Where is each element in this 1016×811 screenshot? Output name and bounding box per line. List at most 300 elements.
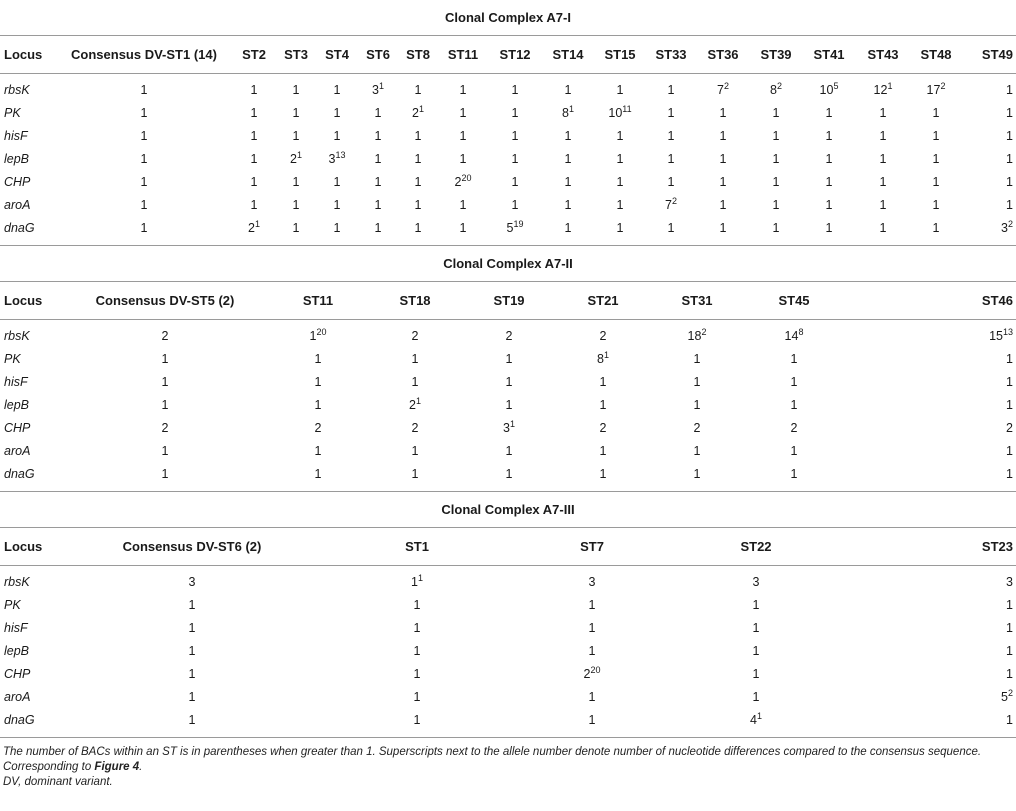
allele-cell [62,347,268,370]
st-header: ST6 [358,36,398,74]
allele-number: 1 [790,351,798,366]
locus-name: aroA [4,443,31,458]
allele-table [0,282,1016,492]
allele-cell [542,193,594,216]
allele-number: 1 [719,174,727,189]
allele-cell [646,101,696,124]
st-header: ST7 [512,528,672,566]
st-header: Consensus DV-ST1 (14) [56,36,232,74]
allele-number: 1 [140,82,148,97]
allele-number: 1 [879,151,887,166]
table-row [0,393,1016,416]
allele-cell [802,170,856,193]
allele-cell [840,685,1016,708]
allele-cell [802,101,856,124]
allele-number: 1 [790,397,798,412]
allele-cell [744,393,844,416]
allele-cell [232,170,276,193]
allele-cell [398,193,438,216]
allele-cell [750,124,802,147]
allele-number: 1 [825,197,833,212]
allele-number: 1 [292,174,300,189]
allele-number: 1 [314,397,322,412]
allele-cell [438,216,488,239]
allele-number: 1 [599,466,607,481]
allele-cell [672,662,840,685]
allele-number: 1 [188,666,196,681]
allele-number: 1 [790,374,798,389]
allele-cell [802,216,856,239]
allele-table [0,36,1016,246]
allele-cell [696,147,750,170]
allele-cell [910,216,962,239]
allele-number: 1 [693,397,701,412]
nucleotide-diff-superscript: 20 [590,664,601,675]
allele-cell [488,193,542,216]
allele-cell [276,124,316,147]
allele-cell [62,462,268,485]
allele-number: 5 [506,220,514,235]
allele-number: 3 [372,82,379,97]
allele-cell [358,216,398,239]
allele-cell [650,320,744,348]
st-header: ST3 [276,36,316,74]
table-row [0,616,1016,639]
allele-number: 1 [588,597,596,612]
allele-number: 1 [161,374,169,389]
allele-number: 2 [412,105,419,120]
allele-cell [438,101,488,124]
allele-number: 8 [562,105,569,120]
allele-cell [750,147,802,170]
allele-cell [962,74,1016,102]
allele-number: 1 [790,466,798,481]
allele-cell [268,320,368,348]
allele-cell [542,74,594,102]
allele-cell [398,170,438,193]
st-header: ST46 [844,282,1016,320]
locus-name: hisF [4,374,28,389]
allele-cell [594,101,646,124]
allele-number: 1 [333,128,341,143]
allele-cell [488,216,542,239]
allele-number: 1 [693,466,701,481]
allele-number: 1 [1006,643,1013,658]
table-row [0,685,1016,708]
allele-cell [744,370,844,393]
allele-number: 1 [564,128,572,143]
allele-number: 1 [599,374,607,389]
st-header: ST18 [368,282,462,320]
allele-number: 1 [1006,197,1013,212]
allele-number: 1 [616,151,624,166]
allele-number: 14 [784,328,799,343]
allele-cell [232,124,276,147]
allele-cell [488,101,542,124]
allele-cell [512,566,672,594]
nucleotide-diff-superscript: 1 [568,103,574,114]
nucleotide-diff-superscript: 1 [887,80,893,91]
allele-number: 1 [588,689,596,704]
allele-cell [488,74,542,102]
allele-cell [322,593,512,616]
allele-cell [856,124,910,147]
allele-number: 1 [1006,620,1013,635]
allele-number: 1 [932,174,940,189]
allele-cell [802,193,856,216]
nucleotide-diff-superscript: 19 [513,218,524,229]
nucleotide-diff-superscript: 1 [378,80,384,91]
allele-cell [462,320,556,348]
allele-number: 1 [374,220,382,235]
allele-cell [650,370,744,393]
allele-number: 1 [1006,128,1013,143]
bottom-rule [0,239,1016,246]
allele-number: 1 [505,351,513,366]
nucleotide-diff-superscript: 11 [622,103,632,114]
locus-name: hisF [4,128,28,143]
allele-cell [840,708,1016,731]
allele-cell [594,216,646,239]
nucleotide-diff-superscript: 1 [415,395,421,406]
locus-header: Locus [0,282,62,320]
table-body [0,320,1016,492]
nucleotide-diff-superscript: 1 [296,149,302,160]
allele-number: 1 [772,220,780,235]
nucleotide-diff-superscript: 2 [1007,687,1013,698]
allele-cell [962,216,1016,239]
allele-cell [844,347,1016,370]
allele-cell [672,593,840,616]
st-header: ST21 [556,282,650,320]
allele-number: 1 [616,197,624,212]
allele-number: 1 [667,82,675,97]
allele-cell [512,639,672,662]
allele-number: 7 [665,197,672,212]
table-row [0,416,1016,439]
allele-number: 1 [667,105,675,120]
allele-number: 1 [333,105,341,120]
nucleotide-diff-superscript: 5 [833,80,839,91]
allele-cell [646,170,696,193]
allele-number: 1 [588,712,596,727]
nucleotide-diff-superscript: 1 [603,349,609,360]
table-row [0,439,1016,462]
allele-number: 1 [511,151,519,166]
allele-cell [672,639,840,662]
allele-cell [462,393,556,416]
locus-name: PK [4,105,21,120]
allele-cell [840,662,1016,685]
bottom-rule-cell [0,731,1016,738]
allele-number: 1 [1006,351,1013,366]
allele-number: 1 [667,220,675,235]
allele-cell [512,708,672,731]
allele-number: 1 [459,151,467,166]
allele-cell [696,101,750,124]
allele-cell [358,124,398,147]
allele-cell [232,101,276,124]
allele-number: 1 [825,220,833,235]
table-body [0,566,1016,738]
allele-cell [696,74,750,102]
allele-number: 1 [772,105,780,120]
st-header: ST23 [840,528,1016,566]
allele-cell [962,101,1016,124]
allele-number: 1 [505,443,513,458]
nucleotide-diff-superscript: 1 [254,218,260,229]
allele-cell [672,566,840,594]
allele-cell [594,74,646,102]
allele-cell [368,462,462,485]
st-header: ST22 [672,528,840,566]
allele-cell [322,616,512,639]
allele-number: 1 [667,151,675,166]
table-row [0,170,1016,193]
allele-number: 1 [772,174,780,189]
allele-cell [462,347,556,370]
allele-number: 1 [616,174,624,189]
allele-number: 3 [1001,220,1008,235]
allele-cell [316,170,358,193]
st-header: ST4 [316,36,358,74]
allele-cell [368,347,462,370]
locus-name: CHP [4,420,31,435]
allele-number: 1 [511,82,519,97]
allele-cell [358,147,398,170]
allele-cell [316,147,358,170]
allele-cell [542,124,594,147]
figure-reference: Figure 4 [94,761,140,773]
allele-cell [962,124,1016,147]
allele-number: 1 [292,128,300,143]
table-row [0,370,1016,393]
allele-number: 2 [599,420,607,435]
allele-number: 1 [459,82,467,97]
allele-number: 1 [314,466,322,481]
allele-cell [62,593,322,616]
allele-cell [556,370,650,393]
allele-number: 1 [374,105,382,120]
allele-cell [744,416,844,439]
locus-name: dnaG [4,712,35,727]
nucleotide-diff-superscript: 1 [509,418,515,429]
allele-cell [672,708,840,731]
header-row [0,36,1016,74]
allele-number: 1 [825,174,833,189]
allele-number: 2 [1006,420,1013,435]
allele-number: 1 [772,128,780,143]
allele-cell [276,193,316,216]
allele-number: 1 [1006,712,1013,727]
allele-number: 1 [333,174,341,189]
allele-number: 1 [511,105,519,120]
allele-number: 1 [414,82,422,97]
allele-cell [268,439,368,462]
allele-number: 1 [879,105,887,120]
allele-number: 1 [1006,82,1013,97]
allele-cell [856,193,910,216]
allele-cell [368,370,462,393]
st-header: ST11 [268,282,368,320]
allele-number: 3 [328,151,336,166]
bottom-rule-cell [0,239,1016,246]
allele-cell [594,170,646,193]
nucleotide-diff-superscript: 13 [1002,326,1013,337]
allele-number: 1 [140,174,148,189]
allele-number: 1 [879,174,887,189]
st-header: ST31 [650,282,744,320]
allele-cell [316,101,358,124]
allele-cell [62,708,322,731]
allele-cell [802,124,856,147]
table-row [0,74,1016,102]
allele-cell [672,685,840,708]
allele-cell [62,566,322,594]
table-row [0,347,1016,370]
locus-name: rbsK [4,574,30,589]
allele-cell [276,147,316,170]
st-header: ST14 [542,36,594,74]
allele-cell [650,347,744,370]
st-header: ST49 [962,36,1016,74]
locus-name: rbsK [4,328,30,343]
allele-number: 1 [374,174,382,189]
allele-cell [750,101,802,124]
allele-number: 1 [825,151,833,166]
allele-cell [358,101,398,124]
allele-cell [744,462,844,485]
allele-number: 1 [413,666,421,681]
allele-number: 1 [564,151,572,166]
allele-number: 1 [719,197,727,212]
allele-number: 2 [454,174,462,189]
allele-number: 1 [564,174,572,189]
allele-number: 1 [374,197,382,212]
table-row [0,662,1016,685]
allele-number: 1 [511,174,519,189]
allele-cell [844,439,1016,462]
allele-number: 1 [564,82,572,97]
allele-number: 1 [1006,597,1013,612]
allele-number: 2 [248,220,255,235]
allele-cell [910,147,962,170]
allele-cell [646,74,696,102]
allele-number: 1 [250,82,258,97]
allele-number: 1 [772,197,780,212]
allele-cell [56,193,232,216]
allele-number: 1 [693,374,701,389]
allele-number: 15 [989,328,1003,343]
allele-number: 2 [161,328,169,343]
st-header: ST11 [438,36,488,74]
allele-cell [56,74,232,102]
allele-cell [696,216,750,239]
allele-number: 2 [505,328,513,343]
nucleotide-diff-superscript: 2 [701,326,707,337]
st-header: ST45 [744,282,844,320]
allele-cell [840,616,1016,639]
bottom-rule [0,485,1016,492]
allele-number: 1 [693,351,701,366]
allele-number: 3 [188,574,196,589]
allele-number: 1 [314,351,322,366]
allele-cell [512,662,672,685]
allele-cell [398,74,438,102]
allele-cell [910,170,962,193]
allele-cell [62,439,268,462]
locus-name: lepB [4,643,30,658]
allele-number: 1 [188,689,196,704]
allele-number: 1 [588,620,596,635]
header-row [0,528,1016,566]
allele-cell [512,616,672,639]
allele-number: 2 [411,420,419,435]
allele-cell [438,170,488,193]
allele-number: 1 [505,374,513,389]
allele-cell [398,147,438,170]
clonal-complex-a7-ii [0,246,1016,492]
allele-number: 1 [505,466,513,481]
allele-number: 1 [413,689,421,704]
allele-number: 1 [1006,666,1013,681]
st-header: Consensus DV-ST5 (2) [62,282,268,320]
allele-cell [556,462,650,485]
locus-name: aroA [4,689,31,704]
locus-name: CHP [4,666,31,681]
allele-number: 2 [599,328,607,343]
table-row [0,193,1016,216]
allele-number: 1 [667,174,675,189]
allele-cell [696,193,750,216]
allele-number: 1 [413,643,421,658]
allele-number: 1 [1006,397,1013,412]
allele-cell [322,662,512,685]
allele-number: 1 [414,174,422,189]
st-header: ST41 [802,36,856,74]
table-row [0,708,1016,731]
allele-cell [696,170,750,193]
allele-number: 1 [414,128,422,143]
allele-cell [368,416,462,439]
allele-number: 1 [693,443,701,458]
allele-number: 2 [409,397,416,412]
nucleotide-diff-superscript: 2 [1007,218,1013,229]
nucleotide-diff-superscript: 2 [723,80,729,91]
allele-cell [368,439,462,462]
allele-number: 1 [719,220,727,235]
allele-number: 1 [161,443,169,458]
table-row [0,639,1016,662]
allele-cell [398,101,438,124]
complex-title: Clonal Complex A7-II [0,246,1016,282]
allele-cell [358,170,398,193]
allele-cell [232,74,276,102]
allele-number: 1 [825,128,833,143]
locus-name: aroA [4,197,31,212]
st-header: ST12 [488,36,542,74]
allele-number: 1 [879,220,887,235]
allele-cell [646,147,696,170]
allele-cell [542,101,594,124]
allele-cell [276,74,316,102]
allele-number: 3 [752,574,760,589]
allele-cell [594,124,646,147]
allele-number: 1 [459,105,467,120]
allele-cell [316,74,358,102]
allele-cell [802,147,856,170]
allele-number: 1 [413,620,421,635]
